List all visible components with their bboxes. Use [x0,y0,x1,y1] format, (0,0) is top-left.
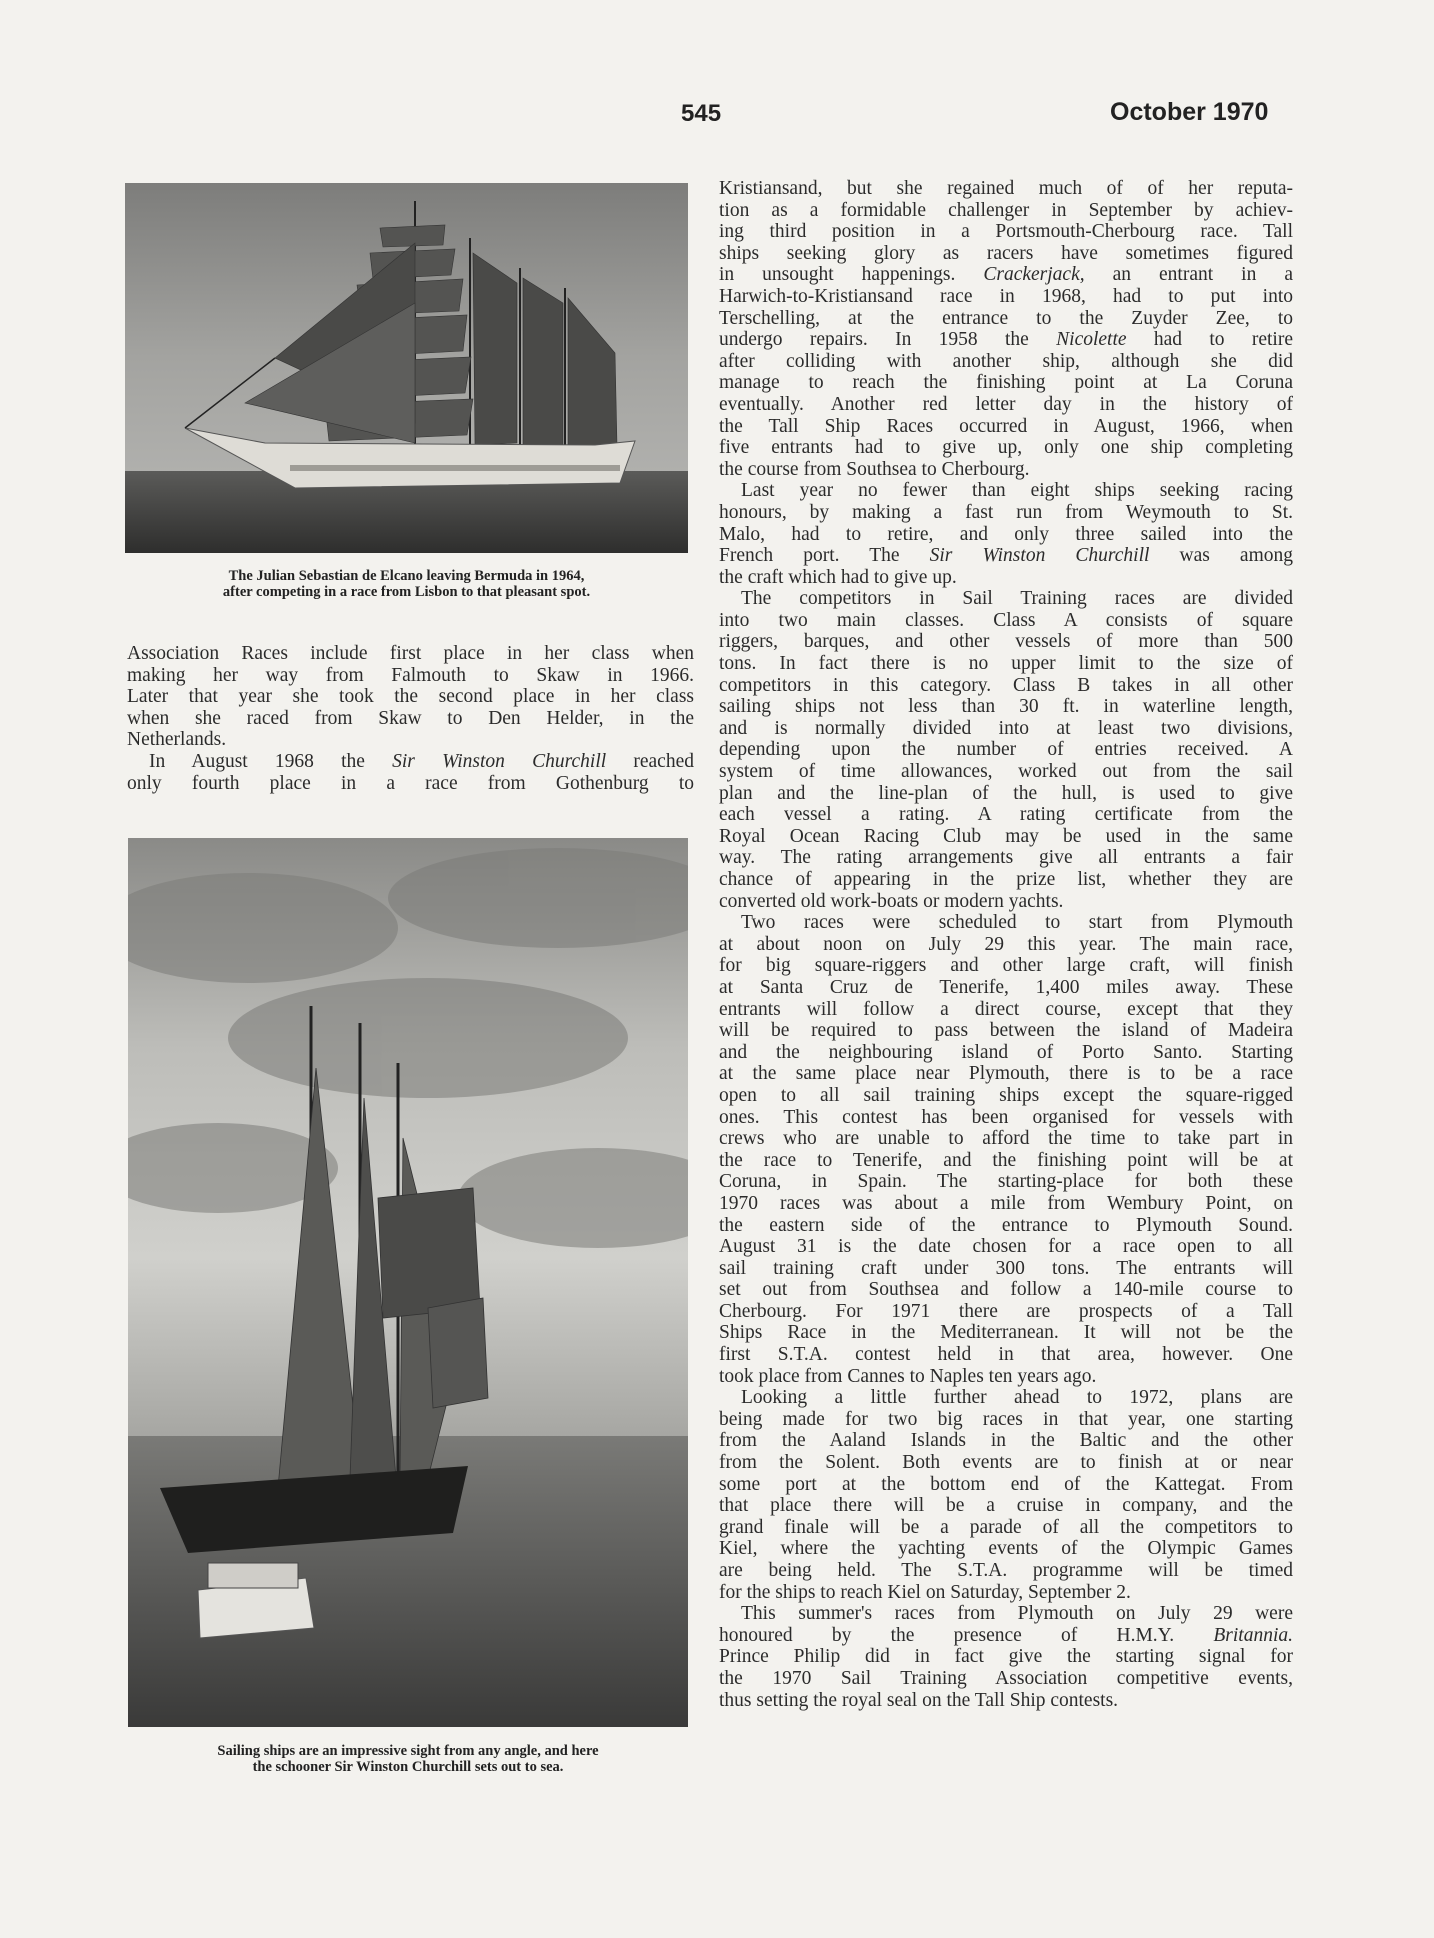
text-line: after colliding with another ship, although she did [719,350,1293,372]
text-line: being made for two big races in that year, one starting [719,1408,1293,1430]
text-line: eventually. Another red letter day in the history of [719,393,1293,415]
photo-caption-top: The Julian Sebastian de Elcano leaving Bermuda in 1964, after competing in a race from Lisbon to that pleasant spot. [222,568,591,600]
text-line: manage to reach the finishing point at La Coruna [719,372,1293,394]
text-line: the craft which had to give up. [719,566,957,588]
text-line: open to all sail training ships except the square-rigged [719,1084,1293,1106]
text-line: five entrants had to give up, only one ship completing [719,437,1293,459]
text-line: Royal Ocean Racing Club may be used in the same [719,825,1293,847]
text-line: Later that year she took the second place in her class [127,686,694,708]
text-line: Malo, had to retire, and only three sailed into the [719,523,1293,545]
text-line: making her way from Falmouth to Skaw in 1966. [127,664,694,686]
text-line: sail training craft under 300 tons. The entrants will [719,1257,1293,1279]
photo-schooner-sir-winston-churchill [128,838,688,1727]
text-line: Last year no fewer than eight ships seeking racing [741,480,1293,502]
text-line: French port. The Sir Winston Churchill was among [719,545,1293,567]
text-line: will be required to pass between the island of Madeira [719,1020,1293,1042]
text-line: from the Aaland Islands in the Baltic and the other [719,1430,1293,1452]
article-column-left [127,643,694,794]
text-line: sailing ships not less than 30 ft. in waterline length, [719,696,1293,718]
text-line: entrants will follow a direct course, except that they [719,998,1293,1020]
text-line: set out from Southsea and follow a 140-mile course to [719,1279,1293,1301]
text-line: honoured by the presence of H.M.Y. Britannia. [719,1624,1293,1646]
text-line: at about noon on July 29 this year. The main race, [719,933,1293,955]
text-line: thus setting the royal seal on the Tall Ship contests. [719,1689,1119,1711]
text-line: into two main classes. Class A consists of square [719,609,1293,631]
text-line: that place there will be a cruise in company, and the [719,1495,1293,1517]
text-line: converted old work-boats or modern yachts. [719,890,1064,912]
text-line: chance of appearing in the prize list, whether they are [719,869,1293,890]
text-line: tons. In fact there is no upper limit to the size of [719,653,1293,675]
text-line: the race to Tenerife, and the finishing point will be at [719,1149,1293,1171]
issue-date: October 1970 [1110,98,1269,126]
text-line: at Santa Cruz de Tenerife, 1,400 miles away. These [719,976,1293,998]
text-line: depending upon the number of entries received. A [719,739,1293,761]
text-line: Kristiansand, but she regained much of of her reputa- [719,178,1293,199]
text-line: for big square-riggers and other large craft, will finish [719,955,1293,977]
text-line: the eastern side of the entrance to Plymouth Sound. [719,1214,1293,1236]
text-line: the course from Southsea to Cherbourg. [719,458,1030,480]
text-line: ones. This contest has been organised for vessels with [719,1106,1293,1128]
text-line: took place from Cannes to Naples ten years ago. [719,1365,1097,1387]
text-line: the Tall Ship Races occurred in August, 1966, when [719,415,1293,437]
text-line: Looking a little further ahead to 1972, plans are [741,1387,1293,1409]
text-line: system of time allowances, worked out from the sail [719,761,1293,783]
text-line: Association Races include first place in her class when [127,643,694,664]
text-line: way. The rating arrangements give all entrants a fair [719,847,1293,869]
text-line: Harwich-to-Kristiansand race in 1968, had to put into [719,285,1293,307]
text-line: ships seeking glory as racers have sometimes figured [719,242,1293,264]
text-line: The competitors in Sail Training races are divided [741,588,1293,610]
photo-four-masted-schooner [125,183,688,553]
text-line: Prince Philip did in fact give the starting signal for [719,1646,1293,1668]
text-line: each vessel a rating. A rating certificate from the [719,804,1293,826]
text-line: In August 1968 the Sir Winston Churchill reached [149,750,694,772]
text-line: 1970 races was about a mile from Wembury Point, on [719,1192,1293,1214]
text-line: and is normally divided into at least two divisions, [719,717,1293,739]
text-line: competitors in this category. Class B takes in all other [719,674,1293,696]
text-line: at the same place near Plymouth, there is to be a race [719,1063,1293,1085]
photo-caption-bottom: Sailing ships are an impressive sight from any angle, and here the schooner Sir Winston Churchill sets out to sea. [217,1743,599,1775]
text-line: honours, by making a fast run from Weymouth to St. [719,501,1293,523]
text-line: Netherlands. [127,729,227,751]
text-line: Terschelling, at the entrance to the Zuyder Zee, to [719,307,1293,329]
page-number: 545 [681,100,722,127]
text-line: Kiel, where the yachting events of the Olympic Games [719,1538,1293,1560]
text-line: undergo repairs. In 1958 the Nicolette had to retire [719,329,1293,351]
text-line: when she raced from Skaw to Den Helder, in the [127,707,694,729]
text-line: from the Solent. Both events are to finish at or near [719,1452,1293,1474]
text-line: grand finale will be a parade of all the competitors to [719,1516,1293,1538]
text-line: crews who are unable to afford the time to take part in [719,1128,1293,1150]
text-line: August 31 is the date chosen for a race open to all [719,1236,1293,1258]
text-line: Cherbourg. For 1971 there are prospects of a Tall [719,1300,1293,1322]
text-line: tion as a formidable challenger in September by achiev- [719,199,1293,221]
text-line: Two races were scheduled to start from Plymouth [741,912,1293,934]
text-line: first S.T.A. contest held in that area, however. One [719,1344,1293,1366]
text-line: for the ships to reach Kiel on Saturday, September 2. [719,1581,1131,1603]
text-line: plan and the line-plan of the hull, is used to give [719,782,1293,804]
text-line: Ships Race in the Mediterranean. It will not be the [719,1322,1293,1344]
text-line: This summer's races from Plymouth on July 29 were [741,1603,1293,1625]
text-line: in unsought happenings. Crackerjack, an entrant in a [719,264,1293,286]
text-line: riggers, barques, and other vessels of more than 500 [719,631,1293,653]
text-line: and the neighbouring island of Porto Santo. Starting [719,1041,1293,1063]
text-line: the 1970 Sail Training Association competitive events, [719,1667,1293,1689]
text-line: only fourth place in a race from Gothenburg to [127,772,694,794]
text-line: some port at the bottom end of the Kattegat. From [719,1473,1293,1495]
text-line: ing third position in a Portsmouth-Cherbourg race. Tall [719,221,1293,243]
text-line: are being held. The S.T.A. programme will be timed [719,1560,1293,1581]
article-column-right [719,178,1293,1711]
text-line: Coruna, in Spain. The starting-place for both these [719,1171,1293,1193]
